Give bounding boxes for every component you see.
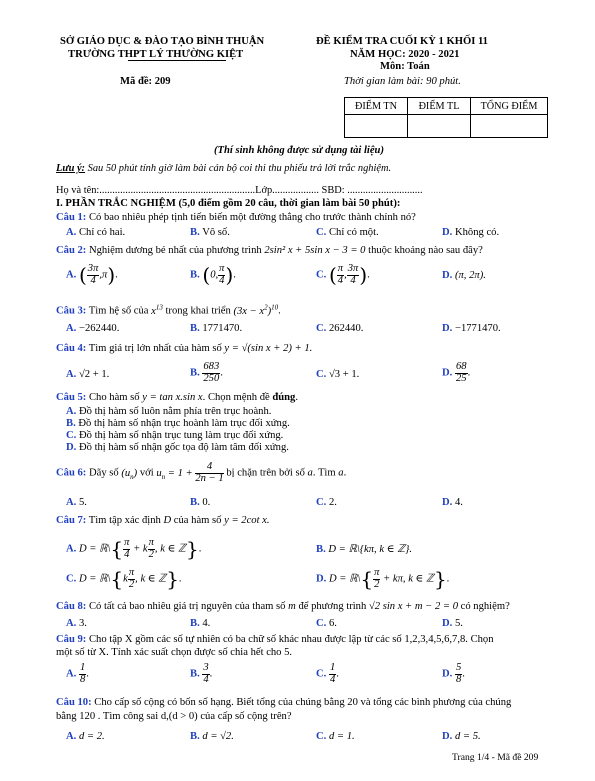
- question-4: [56, 343, 312, 354]
- q5-option-c-text: Đồ thị hàm số nhận trục tung làm trục đối xứng.: [78, 430, 284, 441]
- q3-option-a[interactable]: A. −262440.: [66, 323, 120, 334]
- q5-option-a[interactable]: A. Đồ thị hàm số luôn nằm phía trên trục hoành.: [66, 406, 272, 417]
- question-5: Câu 5: Cho hàm số y = tan x.sin x. Chọn mệnh đề đúng.: [56, 392, 299, 403]
- q8-option-d[interactable]: D. 5.: [442, 618, 463, 629]
- q9-option-b[interactable]: B. $\frac{3}{4}$ .: [190, 662, 213, 685]
- q10-option-c-text: d = 1.: [328, 731, 355, 742]
- q8-label: Câu 8:: [56, 601, 87, 612]
- q2-text-b: thuộc khoảng nào sau đây?: [365, 245, 483, 256]
- question-10-line2: bằng 120 . Tìm công sai d,(d > 0) của cấp số cộng trên?: [56, 711, 292, 722]
- score-col-total: TỔNG ĐIỂM: [471, 98, 548, 115]
- q8-option-c[interactable]: C. 6.: [316, 618, 337, 629]
- q5-label: Câu 5:: [56, 392, 87, 403]
- question-7: Câu 7: Tìm tập xác định D của hàm số y = 2cot x.: [56, 515, 270, 526]
- q5-text-b: . Chọn mệnh đề: [202, 392, 273, 403]
- q5-option-a-text: Đồ thị hàm số luôn nằm phía trên trục hoành.: [78, 406, 272, 417]
- q5-option-c[interactable]: C. Đồ thị hàm số nhận trục tung làm trục đối xứng.: [66, 430, 284, 441]
- q3-text-a: Tìm hệ số của: [86, 305, 152, 317]
- q9-option-d[interactable]: D. $\frac{5}{8}$ .: [442, 662, 465, 685]
- q1-option-a[interactable]: A. Chỉ có hai.: [66, 227, 126, 238]
- header-underline: [128, 60, 226, 61]
- q6-option-a-text: 5.: [78, 497, 87, 508]
- school-name: TRƯỜNG THPT LÝ THƯỜNG KIỆT: [68, 49, 244, 60]
- q7-option-d[interactable]: D. D = ℝ\{ $\frac{\pi}{2}$ + kπ, k ∈ ℤ}.: [316, 567, 450, 592]
- q6-option-b[interactable]: B. 0.: [190, 497, 211, 508]
- q6-text-a: Dãy số: [86, 467, 122, 479]
- q6-option-a[interactable]: A. 5.: [66, 497, 87, 508]
- q7-text-a: Tìm tập xác định: [86, 515, 164, 526]
- note-label: Lưu ý:: [56, 163, 86, 174]
- q8-option-b-text: 4.: [202, 618, 211, 629]
- q8-option-a[interactable]: A. 3.: [66, 618, 87, 629]
- q1-option-b[interactable]: B. Vô số.: [190, 227, 230, 238]
- q3-option-b[interactable]: B. 1771470.: [190, 323, 243, 334]
- q5-equation: y = tan x.sin x: [142, 392, 203, 403]
- q6-option-d-text: 4.: [454, 497, 463, 508]
- q6-text-c: . Tìm: [312, 467, 339, 479]
- q3-option-c[interactable]: C. 262440.: [316, 323, 364, 334]
- q3-text-b: trong khai triển: [162, 305, 234, 317]
- q10-text: Cho cấp số cộng có bốn số hạng. Biết tổng của chúng bằng 20 và tổng các bình phương của chúng: [91, 697, 512, 708]
- q8-option-c-text: 6.: [328, 618, 337, 629]
- department-name: SỞ GIÁO DỤC & ĐÀO TẠO BÌNH THUẬN: [60, 36, 265, 47]
- q7-option-b[interactable]: B. D = ℝ\{kπ, k ∈ ℤ}.: [316, 544, 412, 555]
- q5-text-a: Cho hàm số: [86, 392, 143, 403]
- q2-option-d-text: (π, 2π).: [454, 270, 486, 281]
- question-10: [56, 697, 511, 708]
- exam-code: Mã đề: 209: [120, 76, 171, 87]
- score-col-tl: ĐIỂM TL: [408, 98, 471, 115]
- section-title: I. PHẦN TRẮC NGHIỆM (5,0 điểm gồm 20 câu, thời gian làm bài 50 phút):: [56, 198, 401, 209]
- question-6: Câu 6: Dãy số $(u_n)$ với $u_n = 1$ + $\frac{4}{2n - 1}$ bị chặn trên bởi số a. Tìm a.: [56, 461, 347, 484]
- q4-equation: y = √(sin x + 2) + 1.: [224, 343, 313, 354]
- question-8: Câu 8: Có tất cả bao nhiêu giá trị nguyên của tham số m để phương trình √2 sin x + m − 2 = 0 có nghiệm?: [56, 601, 510, 612]
- q2-option-b[interactable]: B. (0, $\frac{\pi}{4}$ ).: [190, 263, 236, 288]
- q8-option-b[interactable]: B. 4.: [190, 618, 211, 629]
- q10-option-d[interactable]: D. d = 5.: [442, 731, 481, 742]
- q6-option-b-text: 0.: [202, 497, 211, 508]
- q10-option-b[interactable]: B. d = √2.: [190, 731, 234, 742]
- q7-option-b-text: D = ℝ\{kπ, k ∈ ℤ}.: [328, 544, 412, 555]
- question-9: [56, 634, 494, 645]
- q4-text: Tìm giá trị lớn nhất của hàm số: [86, 343, 225, 354]
- q4-option-c[interactable]: C. √3 + 1.: [316, 369, 360, 380]
- q6-option-c[interactable]: C. 2.: [316, 497, 337, 508]
- q8-equation: √2 sin x + m − 2 = 0: [368, 601, 458, 612]
- q9-label: Câu 9:: [56, 634, 87, 645]
- q4-option-c-text: √3 + 1.: [328, 369, 360, 380]
- q5-option-b[interactable]: B. Đồ thị hàm số nhận trục hoành làm trục đối xứng.: [66, 418, 290, 429]
- q7-equation: y = 2cot x.: [224, 515, 270, 526]
- question-9-line2: một số từ X. Tính xác suất chọn được số chia hết cho 5.: [56, 647, 293, 658]
- q5-bold-word: đúng: [272, 392, 296, 403]
- q4-option-d[interactable]: D. $\frac{68}{25}$ .: [442, 361, 471, 384]
- q8-option-a-text: 3.: [78, 618, 87, 629]
- q5-option-d[interactable]: D. Đồ thị hàm số nhận gốc tọa độ làm tâm đối xứng.: [66, 442, 289, 453]
- q8-text-a: Có tất cả bao nhiêu giá trị nguyên của tham số: [86, 601, 289, 612]
- q8-text-b: để phương trình: [295, 601, 369, 612]
- q6-text-b: bị chặn trên bởi số: [223, 467, 308, 479]
- q10-option-b-text: d = √2.: [202, 731, 234, 742]
- q4-label: Câu 4:: [56, 343, 87, 354]
- q1-text: Có bao nhiêu phép tịnh tiến biến một đường thẳng cho trước thành chính nó?: [86, 212, 416, 223]
- score-col-tn: ĐIỂM TN: [345, 98, 408, 115]
- q8-text-c: có nghiệm?: [458, 601, 510, 612]
- q1-option-a-text: Chỉ có hai.: [78, 227, 126, 238]
- q8-option-d-text: 5.: [454, 618, 463, 629]
- score-cell-total[interactable]: [471, 115, 548, 138]
- question-2: [56, 245, 483, 256]
- note-text: Sau 50 phút tính giờ làm bài cán bộ coi thi thu phiếu trả lời trắc nghiệm.: [85, 163, 392, 174]
- score-cell-tl[interactable]: [408, 115, 471, 138]
- q1-label: Câu 1:: [56, 212, 87, 223]
- q9-option-c[interactable]: C. $\frac{1}{4}$ .: [316, 662, 339, 685]
- q7-text-b: của hàm số: [171, 515, 225, 526]
- subject: Môn: Toán: [380, 61, 430, 72]
- q7-option-c[interactable]: C. D = ℝ\{k $\frac{\pi}{2}$ , k ∈ ℤ}.: [66, 567, 182, 592]
- question-3: Câu 3: Tìm hệ số của $x^{13}$ trong khai triển $(3x - x^2)^{10}$.: [56, 303, 281, 317]
- q9-text: Cho tập X gồm các số tự nhiên có ba chữ số khác nhau được lập từ các số 1,2,3,4,5,6,7,8. Chọn: [86, 634, 494, 645]
- q2-option-a[interactable]: A. ( $\frac{3\pi}{4}$ ,π).: [66, 263, 118, 288]
- exam-title: ĐỀ KIỂM TRA CUỐI KỲ 1 KHỐI 11: [316, 36, 488, 47]
- q3-label: Câu 3:: [56, 305, 87, 317]
- note-line: [56, 163, 391, 174]
- q10-option-d-text: d = 5.: [454, 731, 481, 742]
- q3-option-c-text: 262440.: [328, 323, 364, 334]
- question-1: [56, 212, 416, 223]
- q7-option-a[interactable]: A. D = ℝ\{ $\frac{\pi}{4}$ + k $\frac{\pi}{2}$ , k ∈ ℤ}.: [66, 537, 202, 562]
- student-info-line: Họ và tên:............................................................Lớp.................. SBD: .............................: [56, 185, 423, 196]
- score-cell-tn[interactable]: [345, 115, 408, 138]
- q3-option-d[interactable]: D. −1771470.: [442, 323, 501, 334]
- q10-option-a[interactable]: A. d = 2.: [66, 731, 105, 742]
- q7-label: Câu 7:: [56, 515, 87, 526]
- q4-option-a[interactable]: A. √2 + 1.: [66, 369, 110, 380]
- q6-label: Câu 6:: [56, 467, 87, 479]
- exam-time: Thời gian làm bài: 90 phút.: [344, 76, 461, 87]
- q1-option-c-text: Chỉ có một.: [328, 227, 379, 238]
- q5-option-b-text: Đồ thị hàm số nhận trục hoành làm trục đối xứng.: [78, 418, 290, 429]
- q10-label: Câu 10:: [56, 697, 92, 708]
- q2-label: Câu 2:: [56, 245, 87, 256]
- q3-option-b-text: 1771470.: [202, 323, 243, 334]
- q2-text-a: Nghiệm dương bé nhất của phương trình: [86, 245, 265, 256]
- q6-option-c-text: 2.: [328, 497, 337, 508]
- score-table: [344, 97, 548, 138]
- q4-option-a-text: √2 + 1.: [78, 369, 110, 380]
- page-footer: Trang 1/4 - Mã đề 209: [452, 752, 539, 763]
- q2-option-c[interactable]: C. ( $\frac{\pi}{4}$ , $\frac{3\pi}{4}$ ).: [316, 263, 370, 288]
- q1-option-d-text: Không có.: [454, 227, 500, 238]
- school-year: NĂM HỌC: 2020 - 2021: [350, 49, 460, 60]
- q1-option-b-text: Vô số.: [202, 227, 230, 238]
- q3-option-d-text: −1771470.: [454, 323, 501, 334]
- q4-option-b[interactable]: B. $\frac{683}{250}$ .: [190, 361, 223, 384]
- q1-option-d[interactable]: D. Không có.: [442, 227, 500, 238]
- q10-option-c[interactable]: C. d = 1.: [316, 731, 355, 742]
- no-documents-note: (Thí sinh không được sử dụng tài liệu): [214, 145, 384, 156]
- q9-option-a[interactable]: A. $\frac{1}{8}$ .: [66, 662, 89, 685]
- q5-option-d-text: Đồ thị hàm số nhận gốc tọa độ làm tâm đối xứng.: [78, 442, 289, 453]
- q2-equation: 2sin² x + 5sin x − 3 = 0: [264, 245, 366, 256]
- q1-option-c[interactable]: C. Chỉ có một.: [316, 227, 379, 238]
- q6-option-d[interactable]: D. 4.: [442, 497, 463, 508]
- q3-option-a-text: −262440.: [78, 323, 120, 334]
- q2-option-d[interactable]: D. (π, 2π).: [442, 270, 486, 281]
- q10-option-a-text: d = 2.: [78, 731, 105, 742]
